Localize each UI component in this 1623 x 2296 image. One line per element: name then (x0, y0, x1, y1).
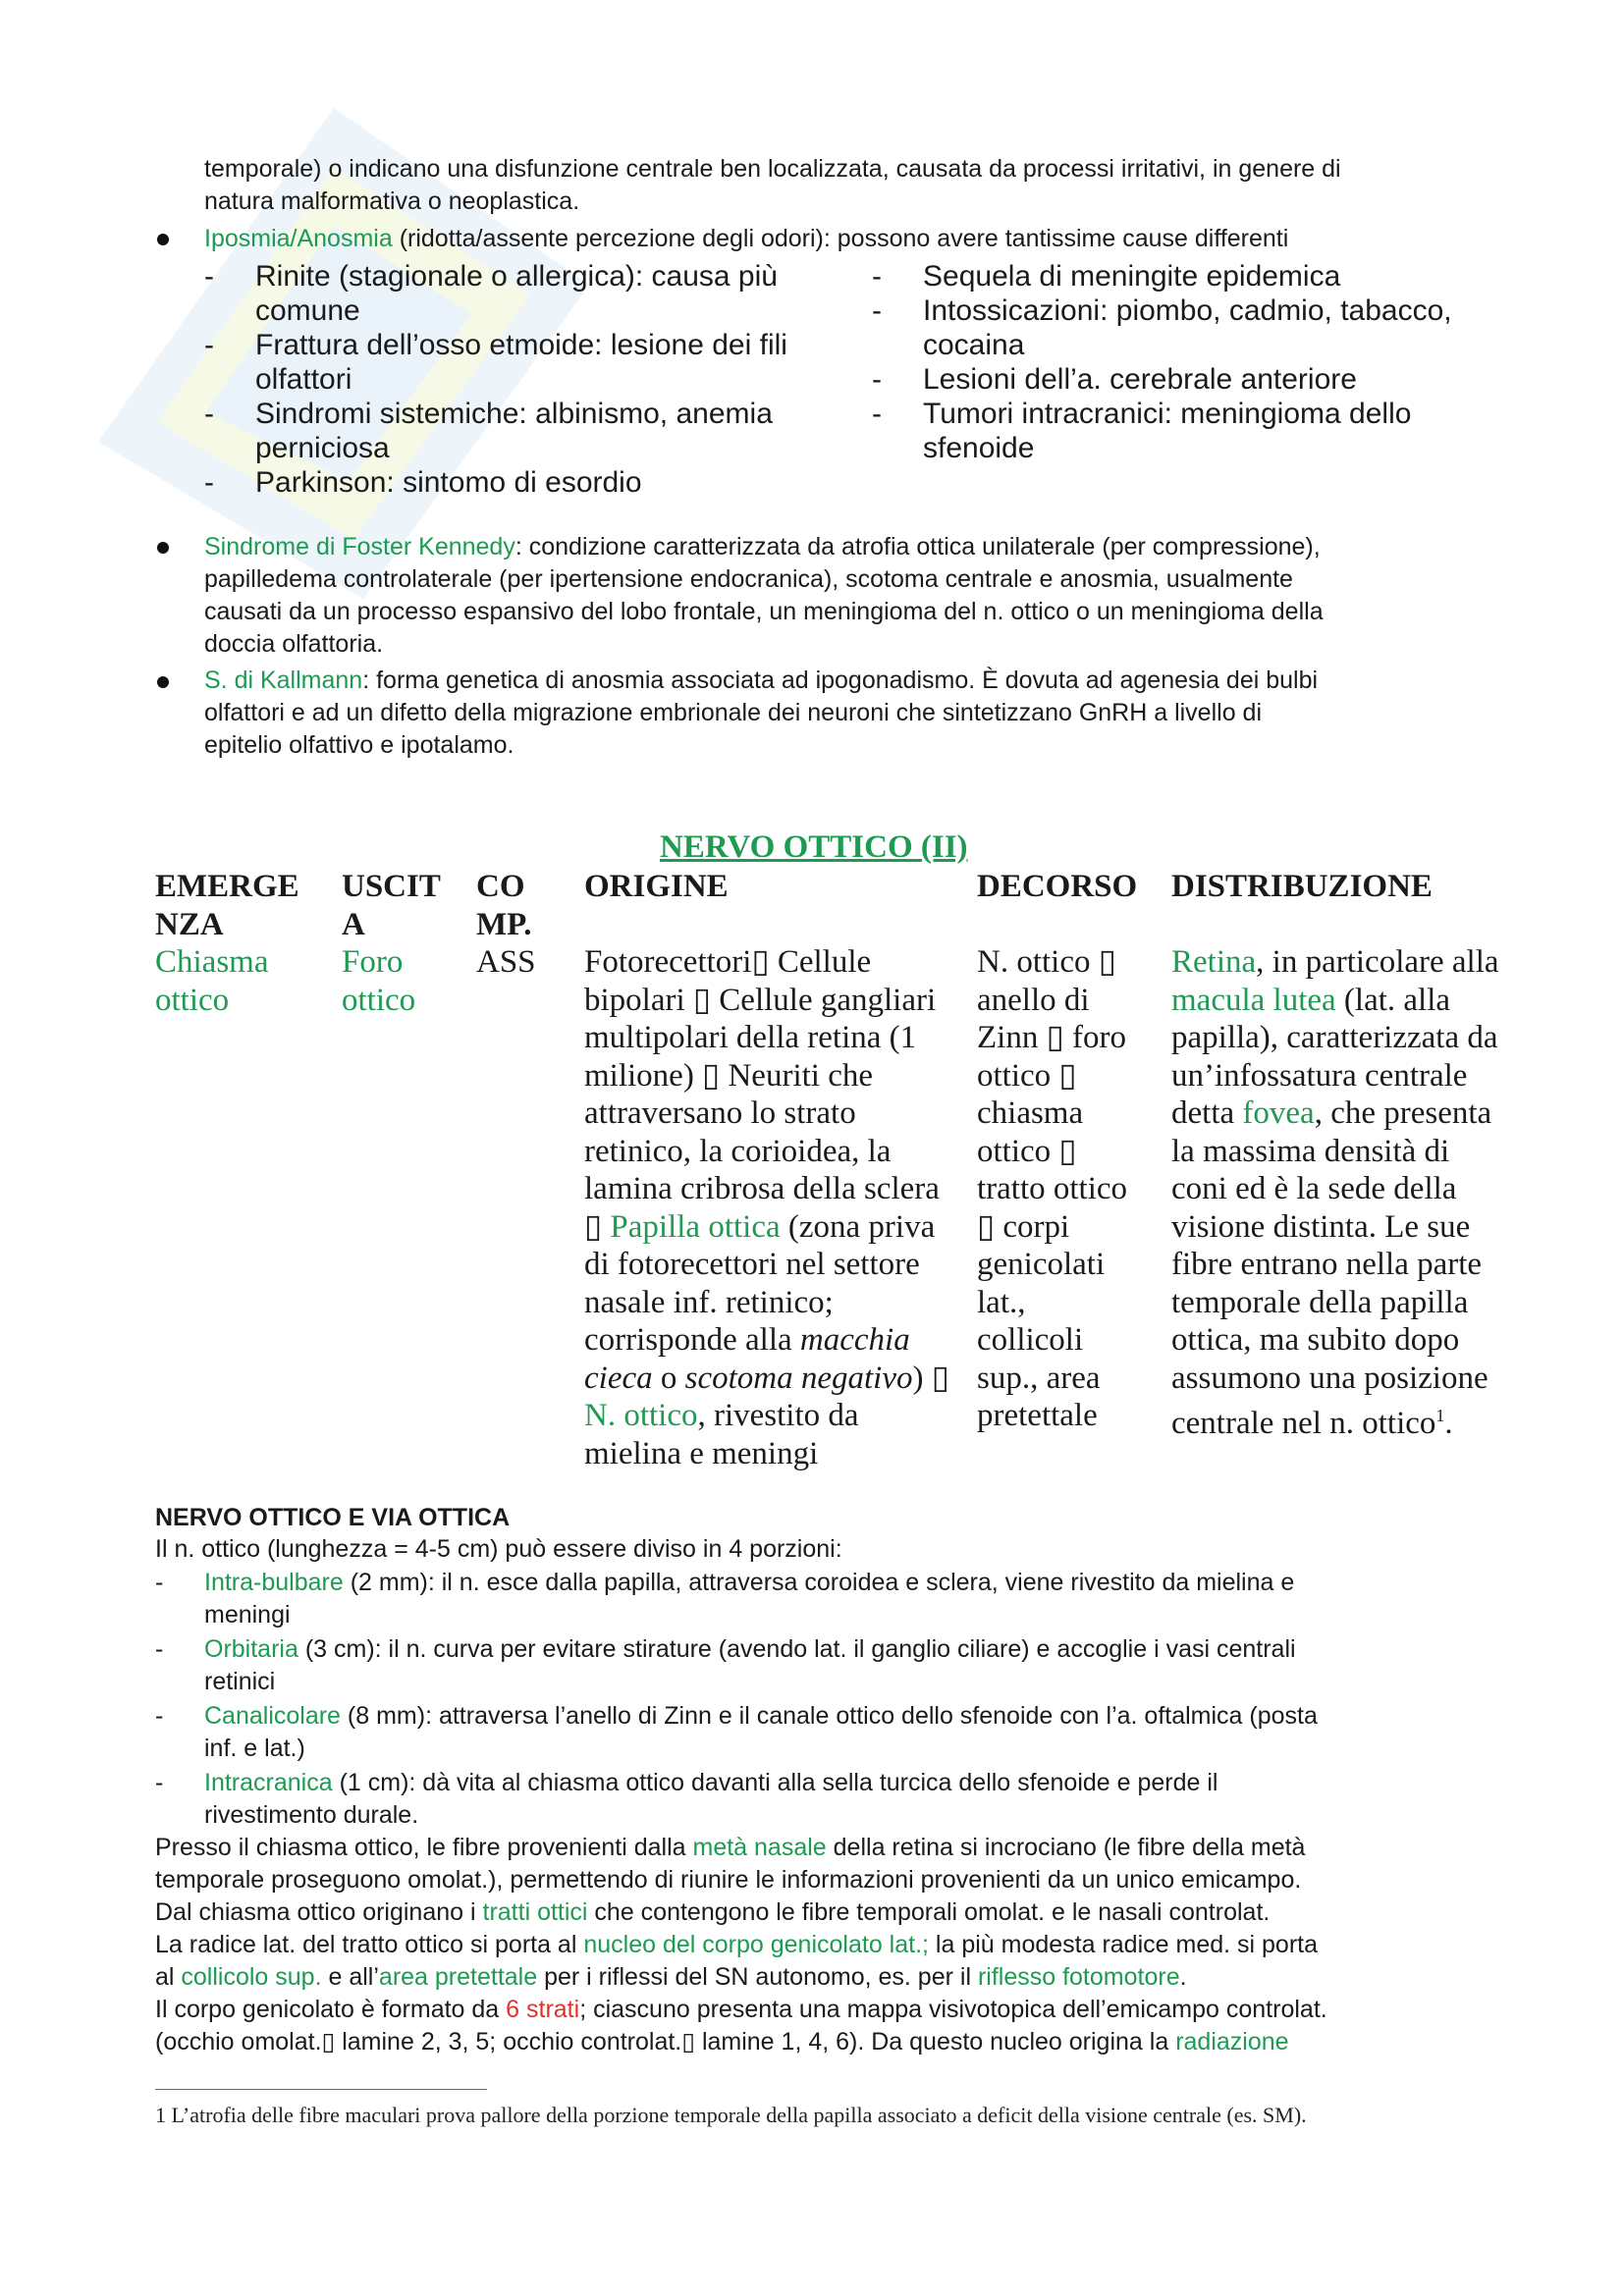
header-decorso: DECORSO (977, 869, 1138, 904)
cell-distribuzione: Retina, in particolare alla macula lutea (lat. alla papilla), caratterizzata da un’infossatura centrale detta fovea, che presenta la massima densità di coni ed è la sede della visione distinta. Le sue fibre entrano nella parte temporale della papilla ottica, ma subito dopo assumono una posizione centrale nel n. ottico$^1$. (1171, 944, 1499, 1441)
bullet-kennedy (157, 542, 169, 554)
iposmia-causes-left (204, 259, 787, 500)
header-distribuzione: DISTRIBUZIONE (1171, 869, 1433, 904)
kennedy-paragraph: Sindrome di Foster Kennedy: condizione caratterizzata da atrofia ottica unilaterale (per compressione), papilledema controlaterale (per ipertensione endocranica), scotoma centrale e anosmia, usualmente causati da un processo espansivo del lobo frontale, un meningioma del n. ottico o un meningioma della doccia olfattoria. (204, 533, 1324, 658)
footnote-ref: 1 (1435, 1406, 1445, 1425)
header-uscita: USCIT A (342, 869, 441, 942)
cell-origine: Fotorecettori▯ Cellule bipolari ▯ Cellule gangliari multipolari della retina (1 milione) ▯ Neuriti che attraversano lo strato retinico, la corioidea, la lamina cribrosa della sclera ▯ Papilla ottica (zona priva di fotorecettori nel settore nasale inf. retinico; corrisponde alla macchia cieca o scotoma negativo) ▯ N. ottico, rivestito da mielina e meningi (584, 944, 949, 1471)
header-emergenza: EMERGE NZA (155, 869, 299, 942)
section-intro: Il n. ottico (lunghezza = 4-5 cm) può essere diviso in 4 porzioni: (155, 1535, 842, 1563)
iposmia-line: Iposmia/Anosmia (ridotta/assente percezione degli odori): possono avere tantissime cause differenti (204, 225, 1289, 252)
via-paragraph: Presso il chiasma ottico, le fibre provenienti dalla metà nasale della retina si incrociano (le fibre della metà temporale proseguono omolat.), permettendo di riunire le informazioni provenienti da un unico emicampo. Dal chiasma ottico originano i tratti ottici che contengono le fibre temporali omolat. e le nasali controlat. La radice lat. del tratto ottico si porta al nucleo del corpo genicolato lat.; la più modesta radice med. si porta al collicolo sup. e all’area pretettale per i riflessi del SN autonomo, es. per il riflesso fotomotore. Il corpo genicolato è formato da 6 strati; ciascuno presenta una mappa visivotopica dell’emicampo controlat. (occhio omolat.▯ lamine 2, 3, 5; occhio controlat.▯ lamine 1, 4, 6). Da questo nucleo origina la radiazione (155, 1834, 1327, 2056)
list-item: - Intossicazioni: piombo, cadmio, tabacco, cocaina (872, 294, 1452, 361)
cell-emergenza: Chiasma ottico (155, 944, 269, 1018)
bullet-iposmia (157, 234, 169, 245)
nervo-ottico-table (155, 868, 1505, 1472)
table-header-row (155, 868, 1505, 943)
list-item: - Rinite (stagionale o allergica): causa più comune (204, 260, 778, 327)
list-item: - Intra-bulbare (2 mm): il n. esce dalla papilla, attraversa coroidea e sclera, viene rivestito da mielina e meningi (155, 1569, 1295, 1629)
list-item: - Frattura dell’osso etmoide: lesione dei fili olfattori (204, 329, 787, 396)
table-row (155, 943, 1505, 1472)
intro-text: temporale) o indicano una disfunzione centrale ben localizzata, causata da processi irritativi, in genere di natura malformativa o neoplastica. (204, 155, 1341, 215)
list-item: - Canalicolare (8 mm): attraversa l’anello di Zinn e il canale ottico dello sfenoide con l’a. oftalmica (posta inf. e lat.) (155, 1702, 1318, 1762)
iposmia-causes-right (872, 259, 1452, 465)
list-item: - Lesioni dell’a. cerebrale anteriore (872, 363, 1357, 396)
section-heading: NERVO OTTICO E VIA OTTICA (155, 1504, 511, 1531)
footnote-separator (155, 2089, 487, 2090)
list-item: - Intracranica (1 cm): dà vita al chiasma ottico davanti alla sella turcica dello sfenoide e perde il rivestimento durale. (155, 1769, 1218, 1829)
list-item: - Sindromi sistemiche: albinismo, anemia perniciosa (204, 398, 773, 464)
cell-uscita: Foro ottico (342, 944, 416, 1018)
header-comp: CO MP. (476, 869, 532, 942)
table-title: NERVO OTTICO (II) (660, 829, 968, 865)
cell-comp: ASS (476, 944, 536, 980)
bullet-kallmann (157, 676, 169, 688)
cell-decorso: N. ottico ▯ anello di Zinn ▯ foro ottico ▯ chiasma ottico ▯ tratto ottico ▯ corpi genicolati lat., collicoli sup., area pretettale (977, 944, 1128, 1433)
kallmann-paragraph: S. di Kallmann: forma genetica di anosmia associata ad ipogonadismo. È dovuta ad agenesia dei bulbi olfattori e ad un difetto della migrazione embrionale dei neuroni che sintetizzano GnRH a livello di epitelio olfattivo e ipotalamo. (204, 667, 1319, 759)
list-item: - Parkinson: sintomo di esordio (204, 466, 642, 499)
footnote: 1 L’atrofia delle fibre maculari prova pallore della porzione temporale della papilla associato a deficit della visione centrale (es. SM). (155, 2103, 1307, 2127)
header-origine: ORIGINE (584, 869, 729, 904)
list-item: - Sequela di meningite epidemica (872, 260, 1341, 293)
list-item: - Orbitaria (3 cm): il n. curva per evitare stirature (avendo lat. il ganglio ciliare) e accoglie i vasi centrali retinici (155, 1635, 1296, 1695)
list-item: - Tumori intracranici: meningioma dello sfenoide (872, 398, 1412, 464)
portions-list (155, 1567, 1530, 2058)
